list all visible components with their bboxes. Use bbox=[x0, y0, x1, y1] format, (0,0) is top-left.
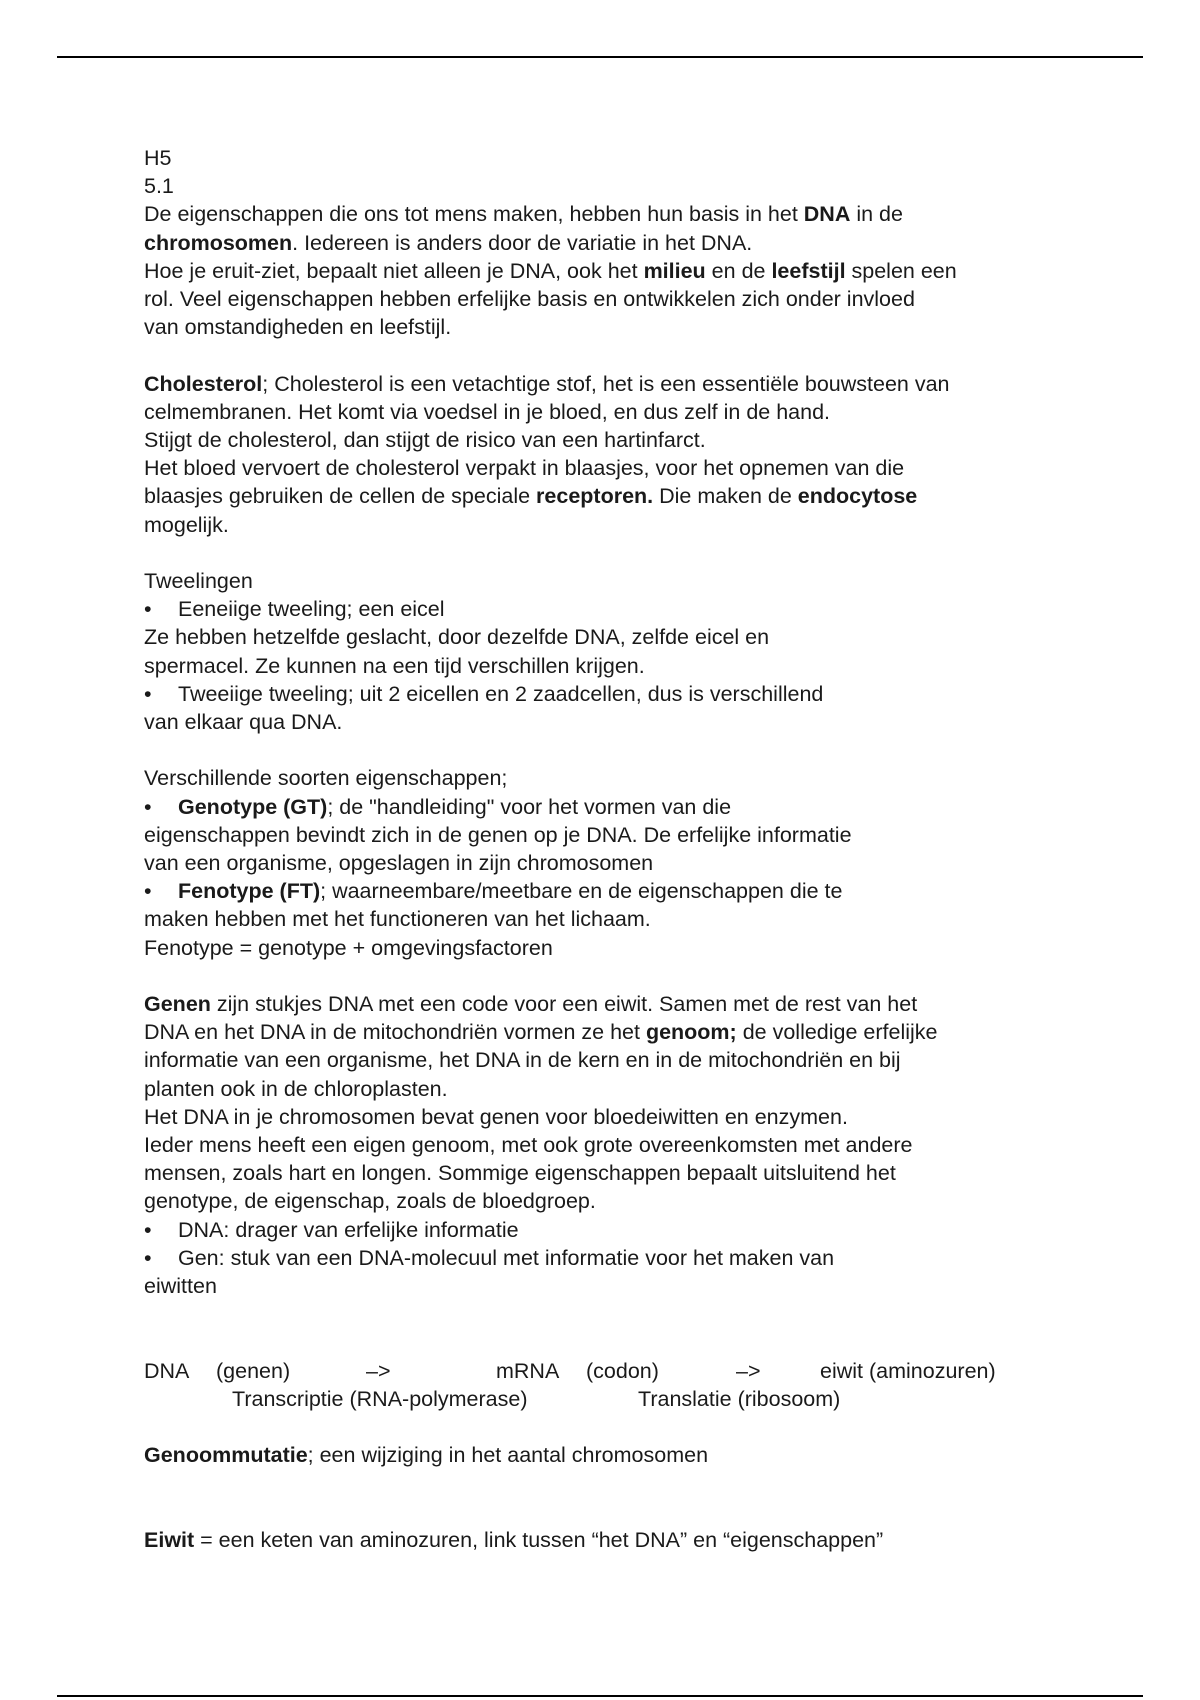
genotype-text-3: van een organisme, opgeslagen in zijn chromosomen bbox=[144, 851, 654, 876]
intro-line-4: rol. Veel eigenschappen hebben erfelijke basis en ontwikkelen zich onder invloed bbox=[144, 287, 915, 312]
genes-line-1: Genen zijn stukjes DNA met een code voor een eiwit. Samen met de rest van het bbox=[144, 992, 918, 1017]
flow-genen: (genen) bbox=[216, 1358, 291, 1383]
flow-mrna: mRNA bbox=[496, 1358, 560, 1383]
genes-bullet-1: • DNA: drager van erfelijke informatie bbox=[144, 1216, 1084, 1244]
intro-line-2: chromosomen. Iedereen is anders door de variatie in het DNA. bbox=[144, 230, 753, 255]
flow-transcriptie: Transcriptie (RNA-polymerase) bbox=[232, 1386, 528, 1411]
bullet-icon: • bbox=[144, 597, 152, 622]
document-body bbox=[144, 144, 1084, 1554]
bullet-icon: • bbox=[144, 794, 152, 819]
cholesterol-line-1: Cholesterol; Cholesterol is een vetachtige stof, het is een essentiële bouwsteen van bbox=[144, 371, 950, 396]
twins-bullet-2-text-a: van elkaar qua DNA. bbox=[144, 710, 343, 735]
cholesterol-line-6: mogelijk. bbox=[144, 512, 229, 537]
fenotype-bullet: • Fenotype (FT); waarneembare/meetbare en de eigenschappen die te bbox=[144, 877, 1084, 905]
genes-bullet-2-text: eiwitten bbox=[144, 1274, 217, 1299]
flow-dna: DNA bbox=[144, 1358, 190, 1383]
traits-title: Verschillende soorten eigenschappen; bbox=[144, 766, 508, 791]
bullet-icon: • bbox=[144, 681, 152, 706]
twins-bullet-1-text-b: spermacel. Ze kunnen na een tijd verschillen krijgen. bbox=[144, 653, 645, 678]
genotype-bullet: • Genotype (GT); de "handleiding" voor het vormen van die bbox=[144, 793, 1084, 821]
fenotype-text-2: maken hebben met het functioneren van het lichaam. bbox=[144, 907, 651, 932]
cholesterol-line-2: celmembranen. Het komt via voedsel in je bloed, en dus zelf in de hand. bbox=[144, 399, 831, 424]
intro-line-1: De eigenschappen die ons tot mens maken, hebben hun basis in het DNA in de bbox=[144, 202, 903, 227]
header-rule bbox=[57, 56, 1143, 58]
flow-codon: (codon) bbox=[586, 1358, 659, 1383]
genes-line-5: Het DNA in je chromosomen bevat genen voor bloedeiwitten en enzymen. bbox=[144, 1104, 848, 1129]
eiwit-line: Eiwit = een keten van aminozuren, link tussen “het DNA” en “eigenschappen” bbox=[144, 1527, 884, 1552]
genes-line-7: mensen, zoals hart en longen. Sommige eigenschappen bepaalt uitsluitend het bbox=[144, 1161, 896, 1186]
flow-arrow-2: –> bbox=[736, 1358, 761, 1383]
flow-eiwit: eiwit (aminozuren) bbox=[820, 1358, 996, 1383]
cholesterol-line-3: Stijgt de cholesterol, dan stijgt de risico van een hartinfarct. bbox=[144, 428, 706, 453]
chapter-heading: H5 bbox=[144, 146, 172, 170]
footer-rule bbox=[57, 1695, 1143, 1697]
twins-bullet-1-text-a: Ze hebben hetzelfde geslacht, door dezelfde DNA, zelfde eicel en bbox=[144, 625, 770, 650]
flow-translatie: Translatie (ribosoom) bbox=[638, 1386, 841, 1411]
genes-line-8: genotype, de eigenschap, zoals de bloedgroep. bbox=[144, 1189, 596, 1214]
twins-bullet-2: • Tweeiige tweeling; uit 2 eicellen en 2 zaadcellen, dus is verschillend bbox=[144, 680, 1084, 708]
bullet-icon: • bbox=[144, 1217, 152, 1242]
genoommutatie-line: Genoommutatie; een wijziging in het aantal chromosomen bbox=[144, 1443, 709, 1468]
genes-line-4: planten ook in de chloroplasten. bbox=[144, 1076, 448, 1101]
intro-line-3: Hoe je eruit-ziet, bepaalt niet alleen je DNA, ook het milieu en de leefstijl spelen een bbox=[144, 258, 957, 283]
twins-title: Tweelingen bbox=[144, 569, 253, 594]
central-dogma-line bbox=[144, 1357, 1084, 1385]
bullet-icon: • bbox=[144, 879, 152, 904]
flow-arrow-1: –> bbox=[366, 1358, 391, 1383]
genes-line-6: Ieder mens heeft een eigen genoom, met ook grote overeenkomsten met andere bbox=[144, 1133, 913, 1158]
bullet-icon: • bbox=[144, 1245, 152, 1270]
section-heading: 5.1 bbox=[144, 174, 174, 199]
cholesterol-line-4: Het bloed vervoert de cholesterol verpakt in blaasjes, voor het opnemen van die bbox=[144, 456, 905, 481]
genes-line-3: informatie van een organisme, het DNA in de kern en in de mitochondriën en bij bbox=[144, 1048, 901, 1073]
intro-line-5: van omstandigheden en leefstijl. bbox=[144, 315, 452, 340]
genes-line-2: DNA en het DNA in de mitochondriën vormen ze het genoom; de volledige erfelijke bbox=[144, 1020, 938, 1045]
twins-bullet-1: • Eeneiige tweeling; een eicel bbox=[144, 595, 1084, 623]
central-dogma-processes bbox=[144, 1385, 1084, 1413]
cholesterol-line-5: blaasjes gebruiken de cellen de speciale receptoren. Die maken de endocytose bbox=[144, 484, 918, 509]
fenotype-text-3: Fenotype = genotype + omgevingsfactoren bbox=[144, 935, 553, 960]
genotype-text-2: eigenschappen bevindt zich in de genen op je DNA. De erfelijke informatie bbox=[144, 822, 852, 847]
genes-bullet-2: • Gen: stuk van een DNA-molecuul met informatie voor het maken van bbox=[144, 1244, 1084, 1272]
